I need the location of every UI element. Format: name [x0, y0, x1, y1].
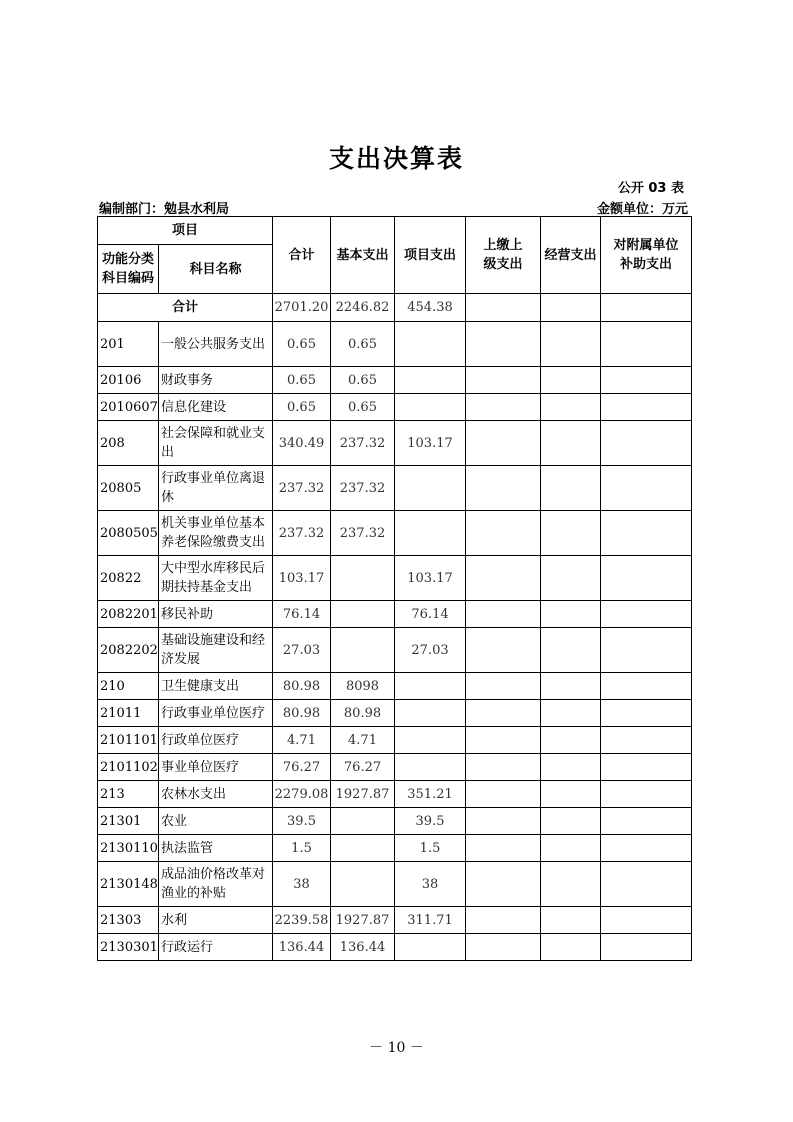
header-project: 项目 — [98, 217, 273, 245]
row-name: 行政运行 — [159, 934, 273, 961]
row-basic: 237.32 — [331, 466, 395, 511]
row-subsidy — [601, 466, 692, 511]
row-total: 1.5 — [273, 835, 331, 862]
total-label: 合计 — [98, 294, 273, 322]
row-basic: 4.71 — [331, 727, 395, 754]
row-business — [541, 808, 601, 835]
row-basic: 136.44 — [331, 934, 395, 961]
row-basic: 80.98 — [331, 700, 395, 727]
row-upper — [466, 700, 541, 727]
table-row — [98, 754, 692, 781]
row-name: 大中型水库移民后期扶持基金支出 — [159, 556, 273, 601]
row-upper — [466, 421, 541, 466]
table-row — [98, 835, 692, 862]
form-number: 公开 03 表 — [617, 181, 684, 196]
row-upper — [466, 511, 541, 556]
row-total: 340.49 — [273, 421, 331, 466]
row-upper — [466, 466, 541, 511]
row-code: 2101101 — [98, 727, 159, 754]
row-business — [541, 781, 601, 808]
header-subject-name: 科目名称 — [159, 245, 273, 294]
row-name: 移民补助 — [159, 601, 273, 628]
total-basic: 2246.82 — [331, 294, 395, 322]
row-code: 210 — [98, 673, 159, 700]
row-name: 机关事业单位基本养老保险缴费支出 — [159, 511, 273, 556]
row-basic: 237.32 — [331, 511, 395, 556]
row-subsidy — [601, 394, 692, 421]
row-project — [395, 466, 466, 511]
row-basic — [331, 835, 395, 862]
row-business — [541, 466, 601, 511]
row-total: 80.98 — [273, 700, 331, 727]
table-row — [98, 601, 692, 628]
row-code: 21303 — [98, 907, 159, 934]
row-basic — [331, 601, 395, 628]
row-name: 行政事业单位离退休 — [159, 466, 273, 511]
row-name: 财政事务 — [159, 367, 273, 394]
row-business — [541, 367, 601, 394]
row-subsidy — [601, 511, 692, 556]
row-name: 行政单位医疗 — [159, 727, 273, 754]
header-func-code: 功能分类科目编码 — [98, 245, 159, 294]
row-business — [541, 700, 601, 727]
row-code: 2130110 — [98, 835, 159, 862]
row-business — [541, 421, 601, 466]
row-name: 社会保障和就业支出 — [159, 421, 273, 466]
row-subsidy — [601, 673, 692, 700]
row-project: 38 — [395, 862, 466, 907]
row-name: 农林水支出 — [159, 781, 273, 808]
row-total: 27.03 — [273, 628, 331, 673]
table-row — [98, 556, 692, 601]
table-row — [98, 394, 692, 421]
row-subsidy — [601, 628, 692, 673]
table-row — [98, 700, 692, 727]
row-upper — [466, 934, 541, 961]
row-subsidy — [601, 781, 692, 808]
total-subsidy — [601, 294, 692, 322]
row-name: 执法监管 — [159, 835, 273, 862]
row-name: 成品油价格改革对渔业的补贴 — [159, 862, 273, 907]
table-row — [98, 511, 692, 556]
row-subsidy — [601, 556, 692, 601]
row-name: 农业 — [159, 808, 273, 835]
row-basic: 0.65 — [331, 394, 395, 421]
row-project: 311.71 — [395, 907, 466, 934]
table-row — [98, 862, 692, 907]
row-basic — [331, 862, 395, 907]
row-upper — [466, 601, 541, 628]
row-project: 1.5 — [395, 835, 466, 862]
row-total: 76.27 — [273, 754, 331, 781]
row-total: 0.65 — [273, 322, 331, 367]
row-code: 20805 — [98, 466, 159, 511]
header-basic: 基本支出 — [331, 217, 395, 294]
table-row — [98, 808, 692, 835]
row-basic: 1927.87 — [331, 907, 395, 934]
unit-label: 金额单位：万元 — [596, 202, 688, 217]
row-project — [395, 673, 466, 700]
row-subsidy — [601, 835, 692, 862]
row-upper — [466, 808, 541, 835]
header-project-expenditure: 项目支出 — [395, 217, 466, 294]
row-upper — [466, 754, 541, 781]
row-total: 237.32 — [273, 466, 331, 511]
row-total: 39.5 — [273, 808, 331, 835]
table-row — [98, 907, 692, 934]
row-name: 卫生健康支出 — [159, 673, 273, 700]
row-total: 38 — [273, 862, 331, 907]
header-business: 经营支出 — [541, 217, 601, 294]
row-subsidy — [601, 601, 692, 628]
row-code: 20822 — [98, 556, 159, 601]
row-subsidy — [601, 754, 692, 781]
row-total: 103.17 — [273, 556, 331, 601]
row-upper — [466, 367, 541, 394]
row-code: 2082201 — [98, 601, 159, 628]
row-name: 事业单位医疗 — [159, 754, 273, 781]
row-upper — [466, 862, 541, 907]
row-subsidy — [601, 907, 692, 934]
row-total: 0.65 — [273, 394, 331, 421]
table-row — [98, 727, 692, 754]
row-basic: 0.65 — [331, 322, 395, 367]
row-basic: 1927.87 — [331, 781, 395, 808]
row-project — [395, 700, 466, 727]
row-code: 2010607 — [98, 394, 159, 421]
row-total: 136.44 — [273, 934, 331, 961]
table-row — [98, 628, 692, 673]
row-basic — [331, 556, 395, 601]
row-business — [541, 556, 601, 601]
row-upper — [466, 673, 541, 700]
row-total: 4.71 — [273, 727, 331, 754]
row-upper — [466, 556, 541, 601]
total-upper — [466, 294, 541, 322]
row-project — [395, 754, 466, 781]
row-subsidy — [601, 322, 692, 367]
row-subsidy — [601, 727, 692, 754]
row-business — [541, 322, 601, 367]
row-name: 行政事业单位医疗 — [159, 700, 273, 727]
row-code: 20106 — [98, 367, 159, 394]
department-label: 编制部门：勉县水利局 — [99, 202, 230, 217]
row-upper — [466, 322, 541, 367]
row-project: 103.17 — [395, 556, 466, 601]
row-business — [541, 754, 601, 781]
row-basic — [331, 808, 395, 835]
row-code: 201 — [98, 322, 159, 367]
total-project: 454.38 — [395, 294, 466, 322]
row-total: 76.14 — [273, 601, 331, 628]
row-code: 21011 — [98, 700, 159, 727]
row-basic: 8098 — [331, 673, 395, 700]
row-subsidy — [601, 808, 692, 835]
row-basic: 237.32 — [331, 421, 395, 466]
row-code: 2130301 — [98, 934, 159, 961]
row-total: 0.65 — [273, 367, 331, 394]
header-total: 合计 — [273, 217, 331, 294]
row-project: 351.21 — [395, 781, 466, 808]
row-upper — [466, 628, 541, 673]
row-business — [541, 727, 601, 754]
header-subsidy: 对附属单位补助支出 — [601, 217, 692, 294]
row-code: 213 — [98, 781, 159, 808]
table-row — [98, 673, 692, 700]
row-subsidy — [601, 367, 692, 394]
total-row — [98, 294, 692, 322]
row-project: 39.5 — [395, 808, 466, 835]
total-sum: 2701.20 — [273, 294, 331, 322]
row-upper — [466, 781, 541, 808]
row-subsidy — [601, 421, 692, 466]
table-row — [98, 367, 692, 394]
row-business — [541, 934, 601, 961]
row-code: 2080505 — [98, 511, 159, 556]
row-basic — [331, 628, 395, 673]
row-total: 2279.08 — [273, 781, 331, 808]
row-code: 2130148 — [98, 862, 159, 907]
table-row — [98, 934, 692, 961]
page-number: － 10 － — [369, 1040, 424, 1056]
row-subsidy — [601, 934, 692, 961]
expenditure-table — [97, 216, 692, 961]
row-project: 103.17 — [395, 421, 466, 466]
page-title: 支出决算表 — [328, 144, 464, 173]
row-upper — [466, 835, 541, 862]
row-project — [395, 322, 466, 367]
row-business — [541, 394, 601, 421]
row-code: 2082202 — [98, 628, 159, 673]
row-business — [541, 601, 601, 628]
row-total: 80.98 — [273, 673, 331, 700]
table-row — [98, 421, 692, 466]
row-basic: 0.65 — [331, 367, 395, 394]
row-name: 水利 — [159, 907, 273, 934]
row-business — [541, 628, 601, 673]
row-project — [395, 727, 466, 754]
table-row — [98, 781, 692, 808]
row-upper — [466, 907, 541, 934]
row-name: 基础设施建设和经济发展 — [159, 628, 273, 673]
row-total: 237.32 — [273, 511, 331, 556]
row-code: 2101102 — [98, 754, 159, 781]
row-project — [395, 367, 466, 394]
row-total: 2239.58 — [273, 907, 331, 934]
row-project — [395, 394, 466, 421]
total-business — [541, 294, 601, 322]
row-project — [395, 511, 466, 556]
row-subsidy — [601, 862, 692, 907]
row-name: 信息化建设 — [159, 394, 273, 421]
row-name: 一般公共服务支出 — [159, 322, 273, 367]
row-business — [541, 511, 601, 556]
row-upper — [466, 727, 541, 754]
table-row — [98, 322, 692, 367]
row-business — [541, 673, 601, 700]
row-basic: 76.27 — [331, 754, 395, 781]
row-project: 27.03 — [395, 628, 466, 673]
row-business — [541, 862, 601, 907]
row-business — [541, 835, 601, 862]
row-code: 208 — [98, 421, 159, 466]
row-subsidy — [601, 700, 692, 727]
header-upper: 上缴上级支出 — [466, 217, 541, 294]
row-upper — [466, 394, 541, 421]
row-business — [541, 907, 601, 934]
row-project — [395, 934, 466, 961]
table-row — [98, 466, 692, 511]
row-project: 76.14 — [395, 601, 466, 628]
row-code: 21301 — [98, 808, 159, 835]
